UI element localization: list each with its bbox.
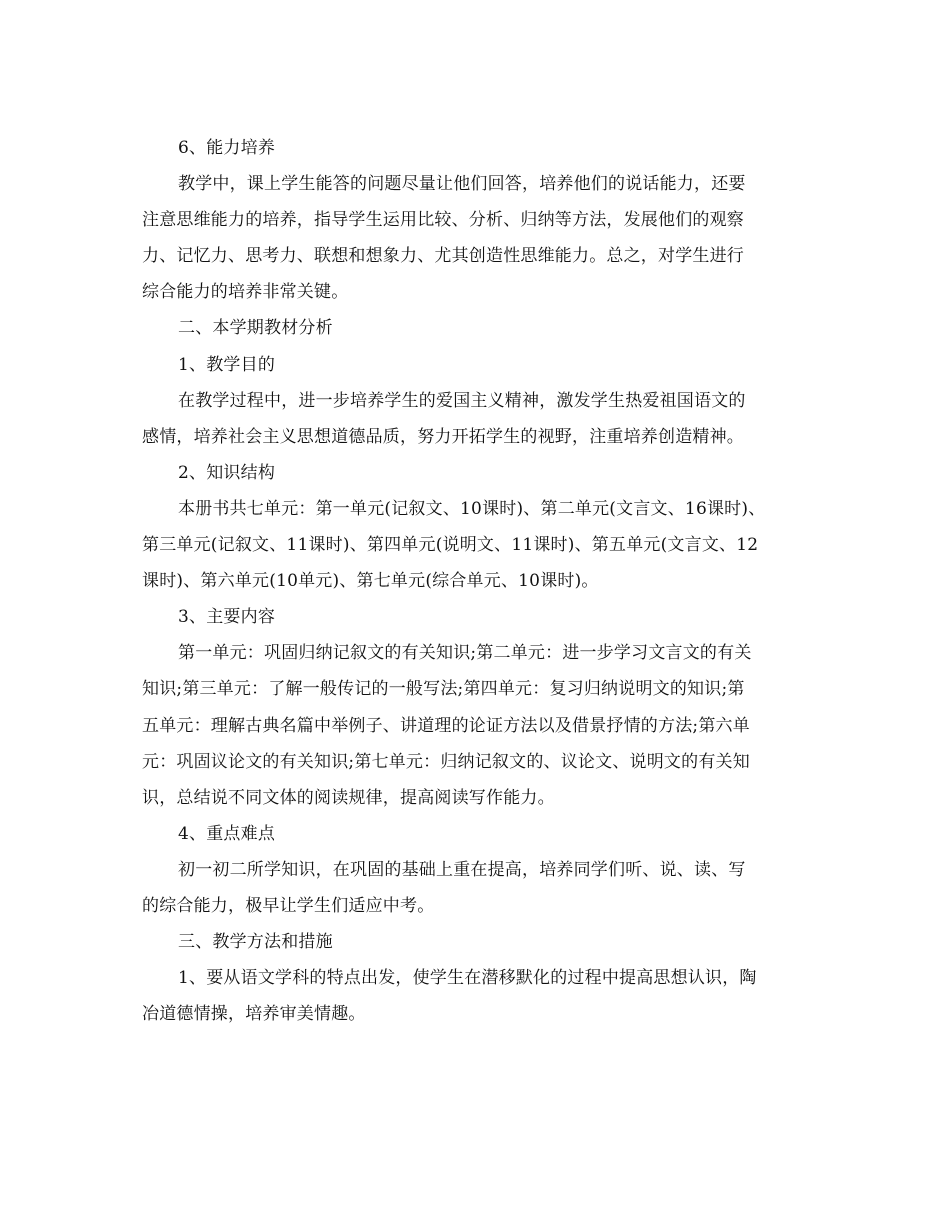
paragraph-line: 本册书共七单元：第一单元(记叙文、10课时)、第二单元(文言文、16课时)、 bbox=[178, 498, 766, 519]
paragraph-line: 知识;第三单元：了解一般传记的一般写法;第四单元：复习归纳说明文的知识;第 bbox=[142, 679, 745, 700]
paragraph-line: 课时)、第六单元(10单元)、第七单元(综合单元、10课时)。 bbox=[142, 571, 599, 592]
subsection-heading-teaching-goal: 1、教学目的 bbox=[178, 354, 276, 375]
paragraph-line: 五单元：理解古典名篇中举例子、讲道理的论证方法以及借景抒情的方法;第六单 bbox=[142, 715, 750, 736]
paragraph-line: 教学中，课上学生能答的问题尽量让他们回答，培养他们的说话能力，还要 bbox=[178, 174, 746, 195]
paragraph-line: 初一初二所学知识，在巩固的基础上重在提高，培养同学们听、说、读、写 bbox=[178, 859, 746, 880]
paragraph-line: 冶道德情操，培养审美情趣。 bbox=[142, 1004, 366, 1025]
section-heading-textbook-analysis: 二、本学期教材分析 bbox=[178, 318, 333, 339]
paragraph-line: 综合能力的培养非常关键。 bbox=[142, 282, 349, 303]
paragraph-line: 1、要从语文学科的特点出发，使学生在潜移默化的过程中提高思想认识，陶 bbox=[178, 968, 757, 989]
paragraph-line: 的综合能力，极早让学生们适应中考。 bbox=[142, 895, 435, 916]
subsection-heading-main-content: 3、主要内容 bbox=[178, 607, 276, 628]
paragraph-line: 力、记忆力、思考力、联想和想象力、尤其创造性思维能力。总之，对学生进行 bbox=[142, 246, 744, 267]
section-heading-methods: 三、教学方法和措施 bbox=[178, 932, 333, 953]
paragraph-line: 注意思维能力的培养，指导学生运用比较、分析、归纳等方法，发展他们的观察 bbox=[142, 210, 744, 231]
section-heading-ability: 6、能力培养 bbox=[178, 138, 276, 158]
document-body bbox=[142, 130, 812, 1032]
subsection-heading-knowledge-structure: 2、知识结构 bbox=[178, 462, 276, 483]
paragraph-line: 元：巩固议论文的有关知识;第七单元：归纳记叙文的、议论文、说明文的有关知 bbox=[142, 751, 750, 772]
paragraph-line: 感情，培养社会主义思想道德品质，努力开拓学生的视野，注重培养创造精神。 bbox=[142, 426, 744, 447]
subsection-heading-key-points: 4、重点难点 bbox=[178, 823, 276, 844]
paragraph-line: 第一单元：巩固归纳记叙文的有关知识;第二单元：进一步学习文言文的有关 bbox=[178, 643, 752, 664]
paragraph-line: 识，总结说不同文体的阅读规律，提高阅读写作能力。 bbox=[142, 787, 555, 808]
paragraph-line: 在教学过程中，进一步培养学生的爱国主义精神，激发学生热爱祖国语文的 bbox=[178, 390, 746, 411]
paragraph-line: 第三单元(记叙文、11课时)、第四单元(说明文、11课时)、第五单元(文言文、12 bbox=[142, 535, 759, 556]
